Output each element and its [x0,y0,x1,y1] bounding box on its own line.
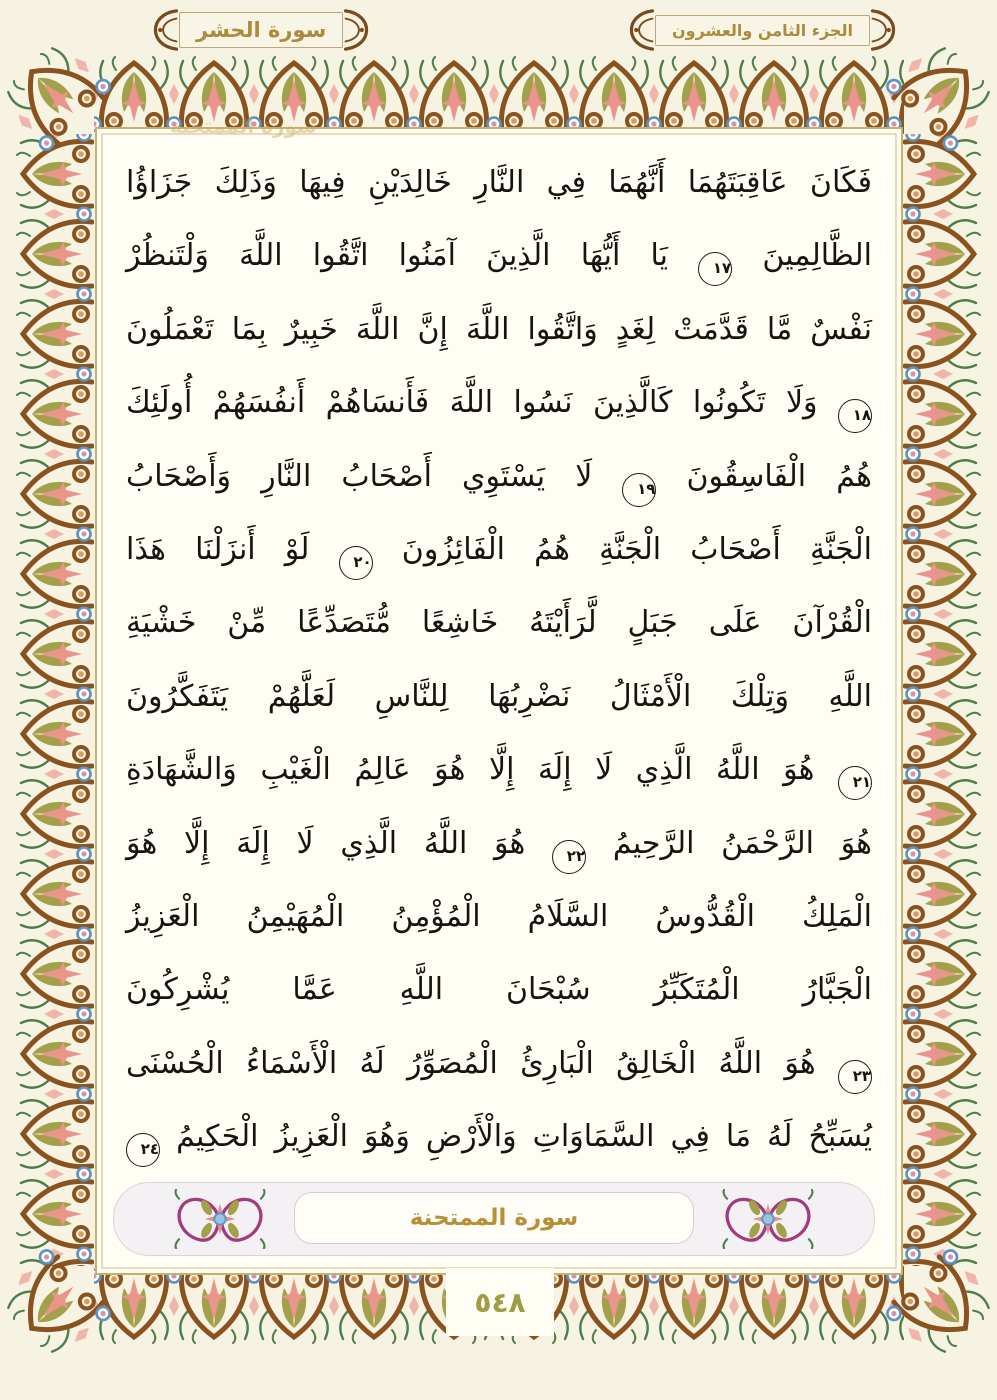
floral-medallion-icon [720,1189,816,1249]
verse-number-medallion: ١٩ [622,473,656,507]
verse-number-medallion: ١٧ [698,252,732,286]
quran-line: ٢٣ هُوَ اللَّهُ الْخَالِقُ الْبَارِئُ الْمُصَوِّرُ لَهُ الْأَسْمَاءُ الْحُسْنَى [126,1027,872,1100]
verse-number-medallion: ٢١ [838,766,872,800]
quran-line: فَكَانَ عَاقِبَتَهُمَا أَنَّهُمَا فِي النَّارِ خَالِدَيْنِ فِيهَا وَذَلِكَ جَزَاؤُا [126,165,872,200]
quran-line: الْجَنَّةِ أَصْحَابُ الْجَنَّةِ هُمُ الْفَائِزُونَ ٢٠ لَوْ أَنزَلْنَا هَذَا [126,513,872,586]
verse-number-medallion: ٢٤ [126,1133,160,1167]
border-left [16,134,94,1266]
floral-medallion-icon [172,1189,268,1249]
surah-header-cartouche [152,9,370,51]
quran-line: ٢١ هُوَ اللَّهُ الَّذِي لَا إِلَهَ إِلَّا هُوَ عَالِمُ الْغَيْبِ وَالشَّهَادَةِ [126,733,872,806]
next-surah-title: سورة الممتحنة [294,1192,694,1244]
verse-number-medallion: ٢٠ [339,546,373,580]
verse-number-medallion: ١٨ [838,399,872,433]
quran-line: هُمُ الْفَاسِقُونَ ١٩ لَا يَسْتَوِي أَصْحَابُ النَّارِ وَأَصْحَابُ [126,440,872,513]
quran-line: هُوَ الرَّحْمَنُ الرَّحِيمُ ٢٢ هُوَ اللَّهُ الَّذِي لَا إِلَهَ إِلَّا هُوَ [126,807,872,880]
heart-bracket-icon [344,9,370,51]
quran-line: الظَّالِمِينَ ١٧ يَا أَيُّهَا الَّذِينَ آمَنُوا اتَّقُوا اللَّهَ وَلْتَنظُرْ [126,219,872,292]
verse-number-medallion: ٢٢ [552,840,586,874]
border-right [903,134,981,1266]
page-showthrough-text: سورة الممتحنة [170,114,317,138]
quran-line: الْقُرْآنَ عَلَى جَبَلٍ لَّرَأَيْتَهُ خَاشِعًا مُّتَصَدِّعًا مِّنْ خَشْيَةِ [126,605,872,641]
heart-bracket-icon [871,9,897,51]
quran-line: اللَّهِ وَتِلْكَ الْأَمْثَالُ نَضْرِبُهَا لِلنَّاسِ لَعَلَّهُمْ يَتَفَكَّرُونَ [126,678,872,714]
next-surah-banner [113,1182,875,1256]
quran-line: ١٨ وَلَا تَكُونُوا كَالَّذِينَ نَسُوا اللَّهَ فَأَنسَاهُمْ أَنفُسَهُمْ أُولَئِكَ [126,366,872,439]
quran-line: الْمَلِكُ الْقُدُّوسُ السَّلَامُ الْمُؤْمِنُ الْمُهَيْمِنُ الْعَزِيزُ [126,898,872,934]
quran-text [126,146,872,1173]
heart-bracket-icon [628,9,654,51]
quran-line: يُسَبِّحُ لَهُ مَا فِي السَّمَاوَاتِ وَالْأَرْضِ وَهُوَ الْعَزِيزُ الْحَكِيمُ ٢٤ [126,1100,872,1173]
heart-bracket-icon [152,9,178,51]
page-number: ٥٤٨ [446,1268,554,1336]
juz-header-cartouche [628,9,897,51]
juz-header-label: الجزء الثامن والعشرون [655,15,870,46]
quran-line: نَفْسٌ مَّا قَدَّمَتْ لِغَدٍ وَاتَّقُوا اللَّهَ إِنَّ اللَّهَ خَبِيرٌ بِمَا تَعْمَلُونَ [126,311,872,347]
surah-header-label: سورة الحشر [179,12,343,48]
verse-number-medallion: ٢٣ [838,1060,872,1094]
quran-line: الْجَبَّارُ الْمُتَكَبِّرُ سُبْحَانَ اللَّهِ عَمَّا يُشْرِكُونَ [126,972,872,1008]
